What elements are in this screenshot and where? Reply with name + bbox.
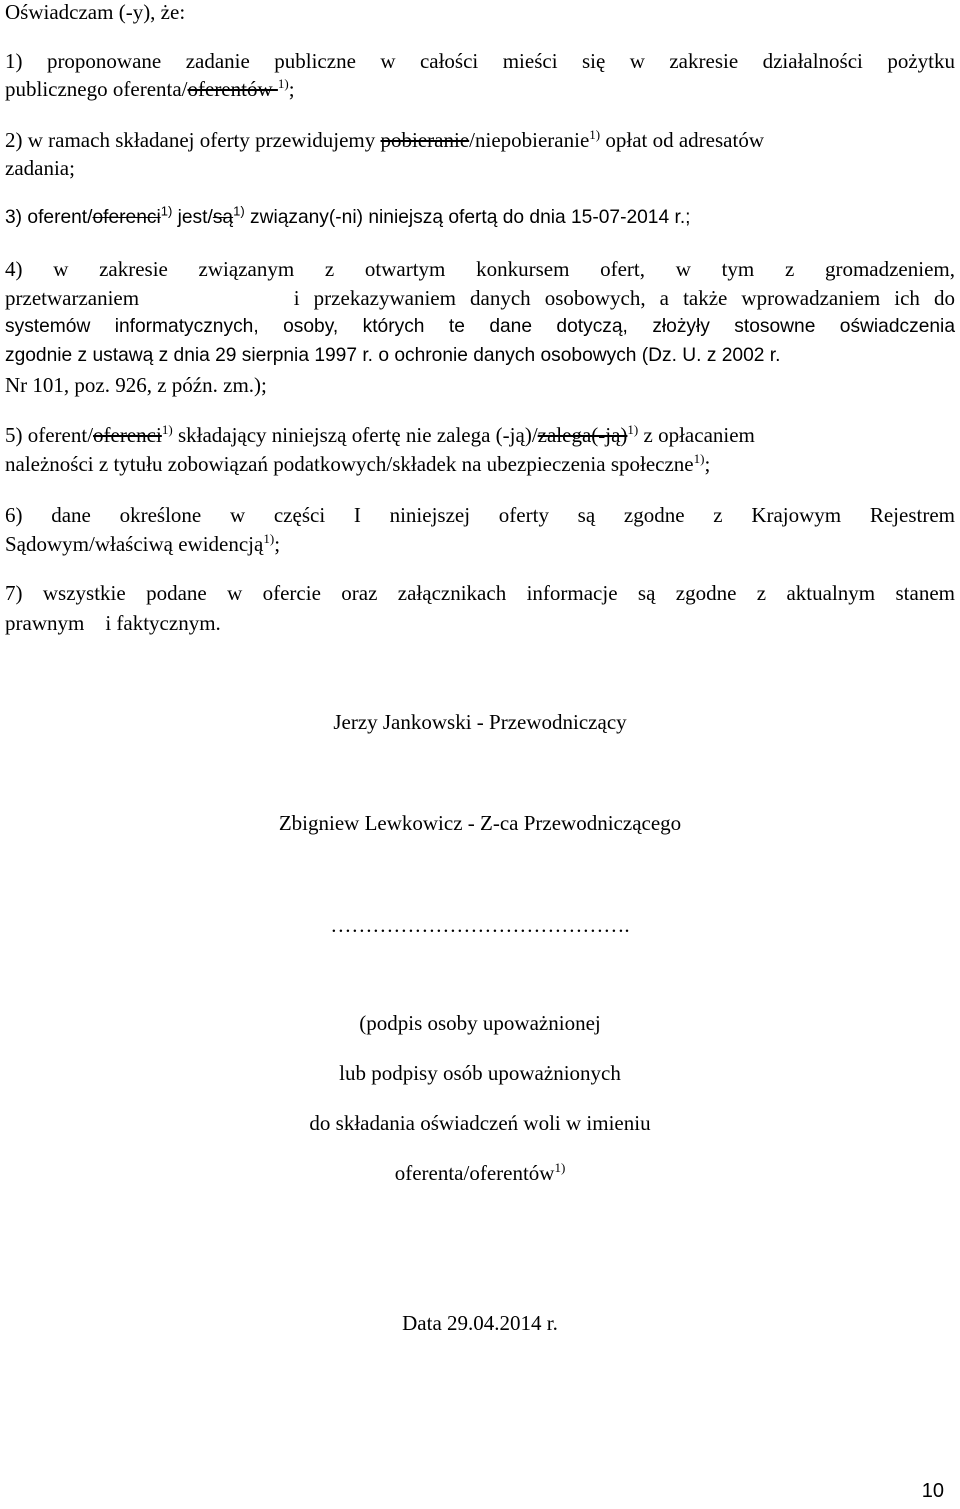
text: Nr 101, poz. 926, z późn. zm.); xyxy=(5,373,267,397)
footnote-ref: 1) xyxy=(554,1160,566,1175)
text: 2) w ramach składanej oferty przewidujemy xyxy=(5,128,381,152)
text: /niepobieranie xyxy=(469,128,590,152)
text: ; xyxy=(288,77,295,101)
point-4-line-3 xyxy=(5,314,955,340)
signature-caption-1 xyxy=(0,1010,960,1036)
signatory-1 xyxy=(0,709,960,735)
text: lub podpisy osób upoważnionych xyxy=(339,1061,621,1085)
footnote-ref: 1) xyxy=(160,203,173,219)
text: związany(-ni) niniejszą ofertą do dnia 15-07-2014 r.; xyxy=(244,207,691,228)
text: (podpis osoby upoważnionej xyxy=(359,1011,601,1035)
text: 6) dane określone w części I niniejszej oferty są zgodne z Krajowym Rejestrem xyxy=(5,503,955,527)
text: prawnym i faktycznym. xyxy=(5,611,221,635)
point-2-line-1 xyxy=(5,127,955,153)
document-date xyxy=(0,1310,960,1336)
signature-caption-2 xyxy=(0,1060,960,1086)
point-5-line-1 xyxy=(5,422,955,448)
text: 1) proponowane zadanie publiczne w całości mieści się w zakresie działalności pożytku xyxy=(5,49,955,73)
struck-text: oferentów xyxy=(187,77,278,101)
point-4-line-1 xyxy=(5,256,955,282)
signature-line xyxy=(0,912,960,938)
point-3-line xyxy=(5,205,690,231)
point-2-line-2 xyxy=(5,155,75,181)
text: ……………………………………. xyxy=(330,913,630,937)
text: jest/ xyxy=(172,207,213,228)
footnote-ref: 1) xyxy=(233,203,245,219)
text: 3) oferent/ xyxy=(5,207,93,228)
declaration-heading xyxy=(5,0,185,25)
heading-text: Oświadczam (-y), że: xyxy=(5,0,186,24)
text: ; xyxy=(274,532,281,556)
footnote-ref: 1) xyxy=(277,76,289,91)
point-6-line-1 xyxy=(5,502,955,528)
text: do składania oświadczeń woli w imieniu xyxy=(309,1111,651,1135)
struck-text: pobieranie xyxy=(380,128,470,152)
text: oferenta/oferentów xyxy=(394,1161,555,1185)
text: Data 29.04.2014 r. xyxy=(402,1311,558,1335)
text: zgodnie z ustawą z dnia 29 sierpnia 1997 r. o ochronie danych osobowych (Dz. U. z 2002 r. xyxy=(5,345,781,366)
text: przetwarzaniem i przekazywaniem danych osobowych, a także wprowadzaniem ich do xyxy=(5,286,955,310)
text: należności z tytułu zobowiązań podatkowych/składek na ubezpieczenia społeczne xyxy=(5,452,694,476)
struck-text: oferenci xyxy=(93,423,162,447)
text: opłat od adresatów xyxy=(600,128,764,152)
point-1-line-2 xyxy=(5,76,295,102)
text: 4) w zakresie związanym z otwartym konkursem ofert, w tym z gromadzeniem, xyxy=(5,257,955,281)
text: 5) oferent/ xyxy=(5,423,94,447)
text: składający niniejszą ofertę nie zalega (-ją)/ xyxy=(172,423,538,447)
point-7-line-1 xyxy=(5,580,955,606)
text: systemów informatycznych, osoby, których te dane dotyczą, złożyły stosowne oświadczenia xyxy=(5,316,955,337)
struck-text: zalega(-ją) xyxy=(537,423,628,447)
struck-text: są xyxy=(212,207,234,228)
footnote-ref: 1) xyxy=(693,451,705,466)
point-5-line-2 xyxy=(5,451,710,477)
text: ; xyxy=(704,452,711,476)
point-7-line-2 xyxy=(5,610,221,636)
page-number: 10 xyxy=(921,1480,944,1502)
footnote-ref: 1) xyxy=(263,531,275,546)
signature-caption-4 xyxy=(0,1160,960,1186)
point-6-line-2 xyxy=(5,531,280,557)
footnote-ref: 1) xyxy=(161,422,173,437)
footnote-ref: 1) xyxy=(627,422,639,437)
point-4-line-4 xyxy=(5,343,780,369)
footnote-ref: 1) xyxy=(589,127,601,142)
struck-text: oferenci xyxy=(92,207,161,228)
text: Jerzy Jankowski - Przewodniczący xyxy=(333,710,627,734)
text: Sądowym/właściwą ewidencją xyxy=(5,532,264,556)
signature-caption-3 xyxy=(0,1110,960,1136)
text: zadania; xyxy=(5,156,75,180)
text: z opłacaniem xyxy=(638,423,755,447)
text: publicznego oferenta/ xyxy=(5,77,188,101)
signatory-2 xyxy=(0,810,960,836)
point-4-line-5 xyxy=(5,372,267,398)
point-4-line-2 xyxy=(5,285,955,311)
text: 7) wszystkie podane w ofercie oraz załącznikach informacje są zgodne z aktualnym stanem xyxy=(5,581,955,605)
point-1-line-1 xyxy=(5,48,955,74)
text: Zbigniew Lewkowicz - Z-ca Przewodniczącego xyxy=(278,811,682,835)
